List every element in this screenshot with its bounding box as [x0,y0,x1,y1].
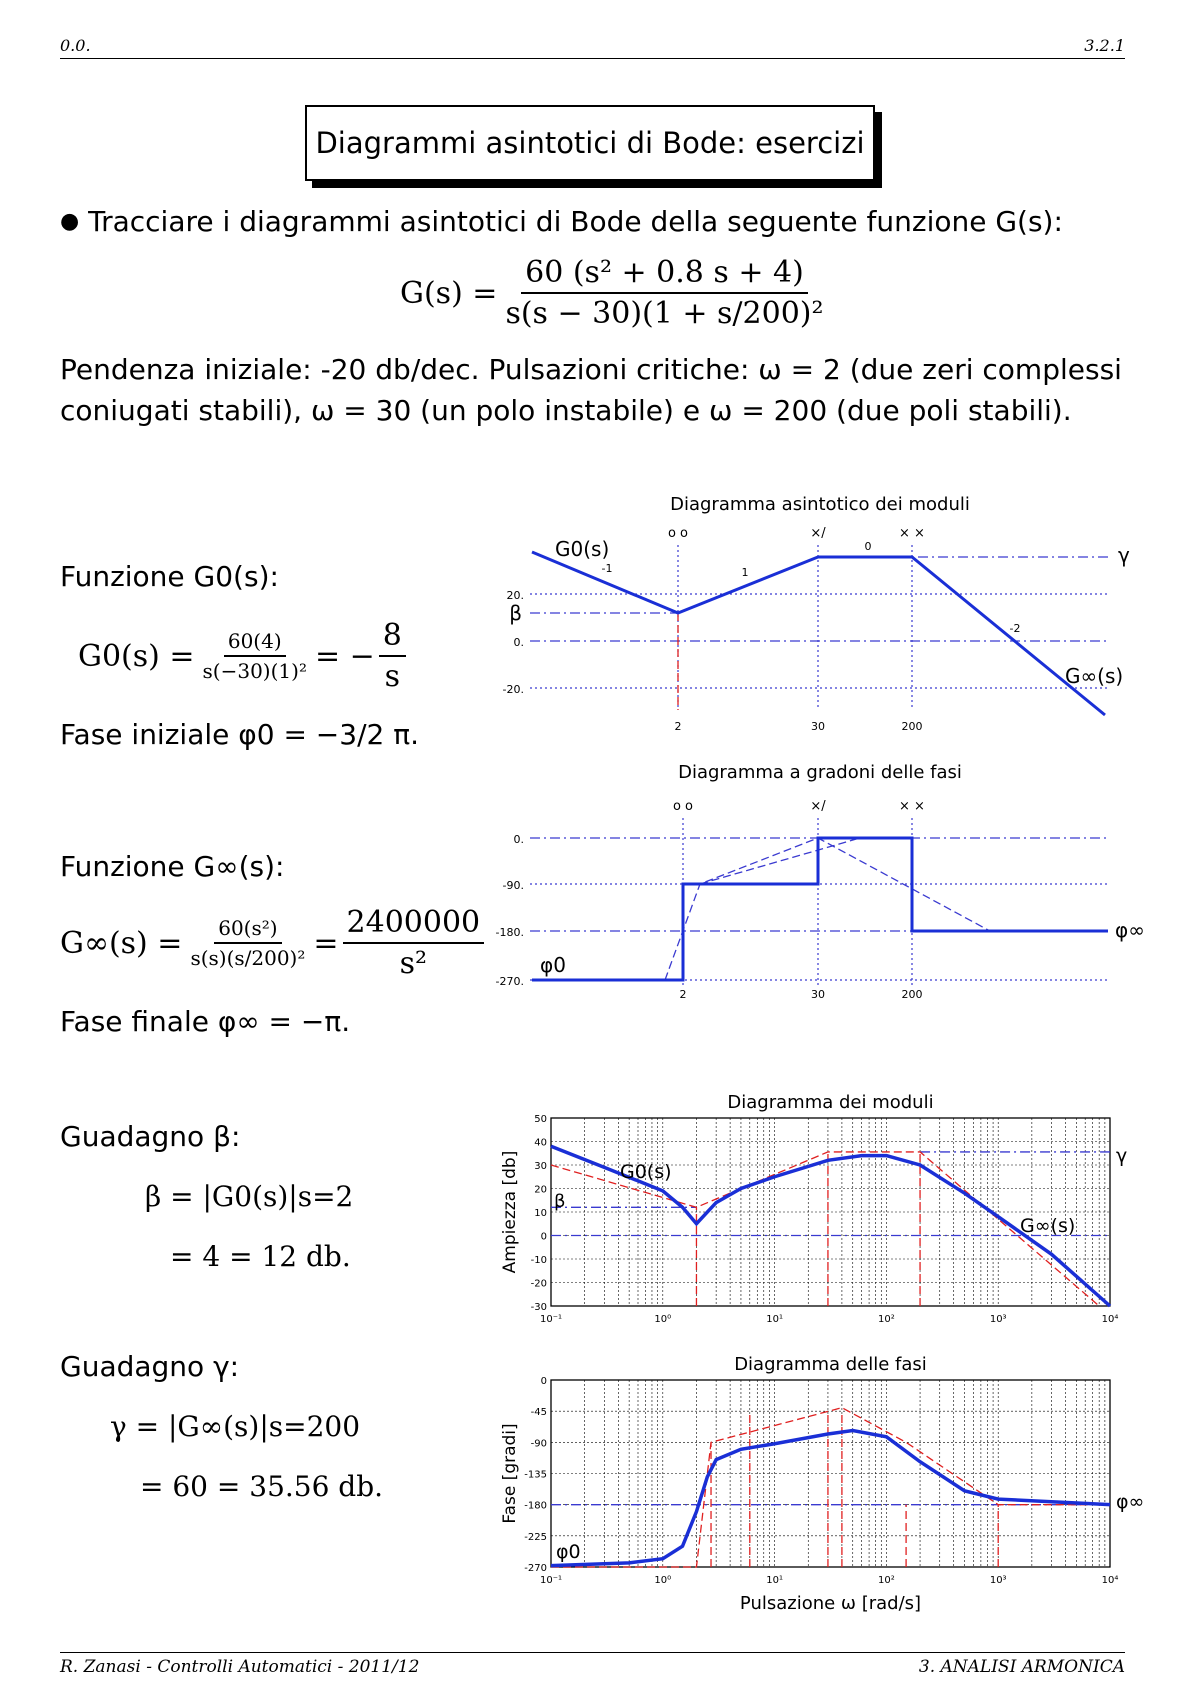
ginf-fase: Fase finale φ∞ = −π. [60,1005,351,1038]
chart1-xtick: 200 [901,720,923,733]
chart4-xlabel: Pulsazione ω [rad/s] [739,1593,922,1614]
g0-formula-den2: s [384,659,401,694]
beta-line1: β = |G0(s)|s=2 [145,1180,354,1213]
chart3-xtick: 10⁴ [1101,1314,1119,1325]
chart4-end-label: φ∞ [1116,1491,1145,1513]
beta-heading: Guadagno β: [60,1120,241,1153]
header-left: 0.0. [60,36,91,55]
page-title: Diagrammi asintotici di Bode: esercizi [305,105,875,181]
intro-text: ● Tracciare i diagrammi asintotici di Bode della seguente funzione G(s): [60,205,1063,238]
ginf-formula-den2: s² [399,946,428,981]
chart4-ytick: -45 [530,1407,547,1419]
chart3-title: Diagramma dei moduli [727,1092,934,1113]
chart1-slope4: -2 [1009,622,1021,635]
ginf-formula-num2: 2400000 [343,905,485,944]
chart2-approx [665,838,990,980]
intro-label: Tracciare i diagrammi asintotici di Bode della seguente funzione G(s): [88,205,1063,238]
chart3-xtick: 10³ [989,1314,1007,1325]
g0-formula-eq: = − [314,638,375,674]
chart3-ylabel: Ampiezza [db] [500,1150,520,1274]
chart3-xtick: 10¹ [766,1314,783,1325]
chart3-ytick: 50 [534,1114,547,1125]
ginf-formula-eq: = [313,925,339,961]
pendenza-text: Pendenza iniziale: -20 db/dec. Pulsazioni critiche: ω = 2 (due zeri complessi coniugati stabili), ω = 30 (un polo instabile) e ω = 200 (due poli stabili). [60,353,1122,427]
ginf-formula-lhs: G∞(s) = [60,925,183,961]
chart3-ytick: 30 [534,1161,547,1172]
chart4-xtick: 10⁻¹ [539,1575,563,1586]
chart4-xtick: 10² [878,1575,895,1586]
chart2-ytick: -270. [495,975,524,988]
chart4-ytick: -225 [524,1531,547,1543]
chart4-xtick: 10¹ [766,1575,783,1586]
chart3-ytick: -30 [530,1302,547,1313]
chart2-start-label: φ0 [540,953,566,977]
chart3-beta-label: β [554,1191,566,1212]
chart4-title: Diagramma delle fasi [734,1354,927,1375]
chart3-xtick: 10⁻¹ [539,1314,563,1325]
chart3-ytick: 0 [540,1231,547,1243]
chart3-gamma-label: γ [1116,1145,1128,1167]
chart1-title: Diagramma asintotico dei moduli [670,494,970,515]
chart1-mark-poles: × × [899,526,925,541]
beta-line2: = 4 = 12 db. [170,1240,351,1273]
chart4-ylabel: Fase [gradi] [500,1423,520,1524]
chart1-gamma-label: γ [1118,543,1130,567]
chart2-mark-pole: ×/ [810,799,826,814]
chart2-mark-zeros: o o [672,799,694,814]
chart3-frame [551,1118,1110,1306]
chart1-slope3: 0 [864,540,872,553]
chart4-ytick: -135 [524,1469,547,1481]
page-footer [60,1652,1125,1677]
chart1-slope2: 1 [741,566,749,579]
chart4-curve [551,1431,1110,1566]
chart4-xtick: 10⁴ [1101,1575,1119,1586]
chart1-slope1: -1 [601,562,613,575]
chart3-ytick: -20 [530,1278,547,1290]
chart4-xtick: 10³ [989,1575,1007,1586]
chart4-start-label: φ0 [556,1541,581,1563]
gamma-heading: Guadagno γ: [60,1350,240,1383]
main-formula-den: s(s − 30)(1 + s/200)² [505,296,824,331]
chart1-xtick: 2 [674,720,682,733]
chart3-xtick: 10² [878,1314,895,1325]
chart2-title: Diagramma a gradoni delle fasi [678,762,962,783]
gamma-line1: γ = |G∞(s)|s=200 [110,1410,361,1443]
footer-right: 3. ANALISI ARMONICA [918,1657,1125,1677]
chart4-xtick: 10⁰ [654,1575,672,1586]
chart4-ytick: -270 [524,1563,547,1574]
chart2-mark-poles: × × [899,799,925,814]
chart1-mark-pole: ×/ [810,526,826,541]
chart4-ytick: -90 [530,1438,547,1450]
chart2-xtick: 30 [811,988,825,1001]
footer-left: R. Zanasi - Controlli Automatici - 2011/12 [60,1657,420,1677]
chart2-ytick: -90. [502,879,524,892]
chart2-approx2 [700,838,860,884]
main-formula-lhs: G(s) = [400,275,498,311]
chart1-xtick: 30 [811,720,825,733]
chart4-frame [551,1380,1110,1567]
g0-formula-lhs: G0(s) = [78,638,195,674]
chart2-end-label: φ∞ [1115,918,1145,942]
chart3-ytick: 10 [534,1208,547,1219]
g0-formula-den: s(−30)(1)² [202,659,307,683]
gamma-line2: = 60 = 35.56 db. [140,1470,384,1503]
chart2-ytick: 0. [513,833,524,846]
chart1-ytick: 20. [506,589,524,602]
chart1-beta-label: β [509,601,522,625]
ginf-heading: Funzione G∞(s): [60,850,285,883]
chart2-ytick: -180. [495,926,524,939]
chart2-steps [532,838,1108,980]
chart1-mark-zeros: o o [667,526,689,541]
chart3-ytick: -10 [530,1255,547,1266]
chart3-end-label: G∞(s) [1020,1215,1076,1237]
chart1-ytick: -20. [502,683,524,696]
chart1-start-label: G0(s) [555,537,610,561]
g0-fase: Fase iniziale φ0 = −3/2 π. [60,718,419,751]
g0-formula-num2: 8 [379,618,406,657]
chart4-asymptote [551,1408,1110,1567]
ginf-formula-num: 60(s²) [214,916,281,944]
chart1-ytick: 0. [513,636,524,649]
chart3-ytick: 40 [534,1137,547,1149]
chart2-xtick: 200 [901,988,923,1001]
g0-heading: Funzione G0(s): [60,560,279,593]
chart3-xtick: 10⁰ [654,1314,672,1325]
chart4-ytick: 0 [540,1376,547,1387]
ginf-formula-den: s(s)(s/200)² [190,946,306,970]
g0-formula-num: 60(4) [224,629,286,657]
chart3-start-label: G0(s) [620,1161,672,1183]
chart3-ytick: 20 [534,1184,547,1196]
chart1-end-label: G∞(s) [1065,664,1124,688]
chart4-ytick: -180 [524,1500,547,1512]
main-formula-num: 60 (s² + 0.8 s + 4) [521,255,808,294]
chart2-xtick: 2 [679,988,687,1001]
header-right: 3.2.1 [1084,36,1125,55]
